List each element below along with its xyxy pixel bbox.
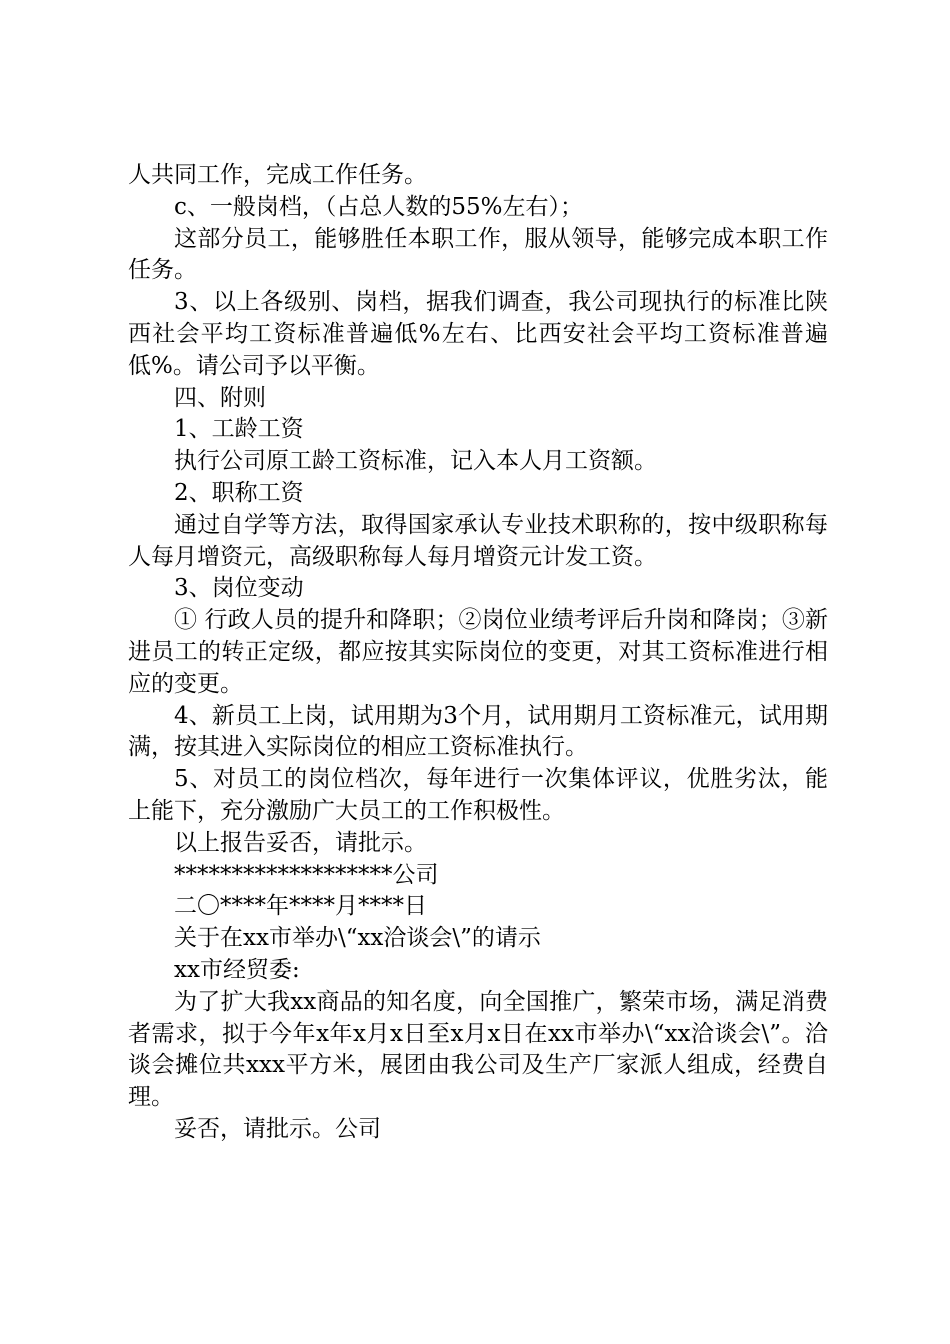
paragraph-position-change: ① 行政人员的提升和降职；②岗位业绩考评后升岗和降岗；③新进员工的转正定级，都应按其实际岗位的变更，对其工资标准进行相应的变更。 — [128, 607, 828, 697]
company-signature: *******************公司 — [174, 861, 439, 888]
paragraph-request-approval: 以上报告妥否，请批示。 — [174, 829, 427, 856]
subheading-position-change: 3、岗位变动 — [174, 575, 304, 602]
paragraph-title-pay: 通过自学等方法，取得国家承认专业技术职称的，按中级职称每人每月增资元，高级职称每人每月增资元计发工资。 — [128, 511, 828, 570]
request-addressee: xx市经贸委: — [174, 956, 300, 983]
paragraph-salary-survey: 3、以上各级别、岗档，据我们调查，我公司现执行的标准比陕西社会平均工资标准普遍低%左右、比西安社会平均工资标准普遍低%。请公司予以平衡。 — [128, 289, 828, 379]
paragraph-new-employee: 4、新员工上岗，试用期为3个月，试用期月工资标准元，试用期满，按其进入实际岗位的相应工资标准执行。 — [128, 702, 828, 761]
paragraph-seniority-pay: 执行公司原工龄工资标准，记入本人月工资额。 — [174, 448, 657, 475]
document-date: 二〇****年****月****日 — [174, 893, 427, 920]
paragraph-continuation: 人共同工作，完成工作任务。 — [128, 162, 427, 188]
paragraph-general-grade-desc: 这部分员工，能够胜任本职工作，服从领导，能够完成本职工作任务。 — [128, 225, 828, 284]
paragraph-closing: 妥否，请批示。公司 — [174, 1115, 381, 1142]
request-title: 关于在xx市举办\“xx洽谈会\”的请示 — [174, 925, 541, 952]
section-heading-appendix: 四、附则 — [174, 384, 266, 411]
subheading-title-pay: 2、职称工资 — [174, 479, 304, 506]
subheading-seniority-pay: 1、工龄工资 — [174, 416, 304, 443]
paragraph-general-grade: c、一般岗档，（占总人数的55%左右）； — [174, 193, 584, 220]
document-body — [128, 160, 828, 1146]
paragraph-annual-review: 5、对员工的岗位档次，每年进行一次集体评议，优胜劣汰，能上能下，充分激励广大员工的工作积极性。 — [128, 766, 828, 824]
paragraph-fair-request: 为了扩大我xx商品的知名度，向全国推广，繁荣市场，满足消费者需求，拟于今年x年x月x日至x月x日在xx市举办\“xx洽谈会\”。洽谈会摊位共xxx平方米，展团由我公司及生产厂家派人组成，经费自理。 — [128, 988, 828, 1111]
